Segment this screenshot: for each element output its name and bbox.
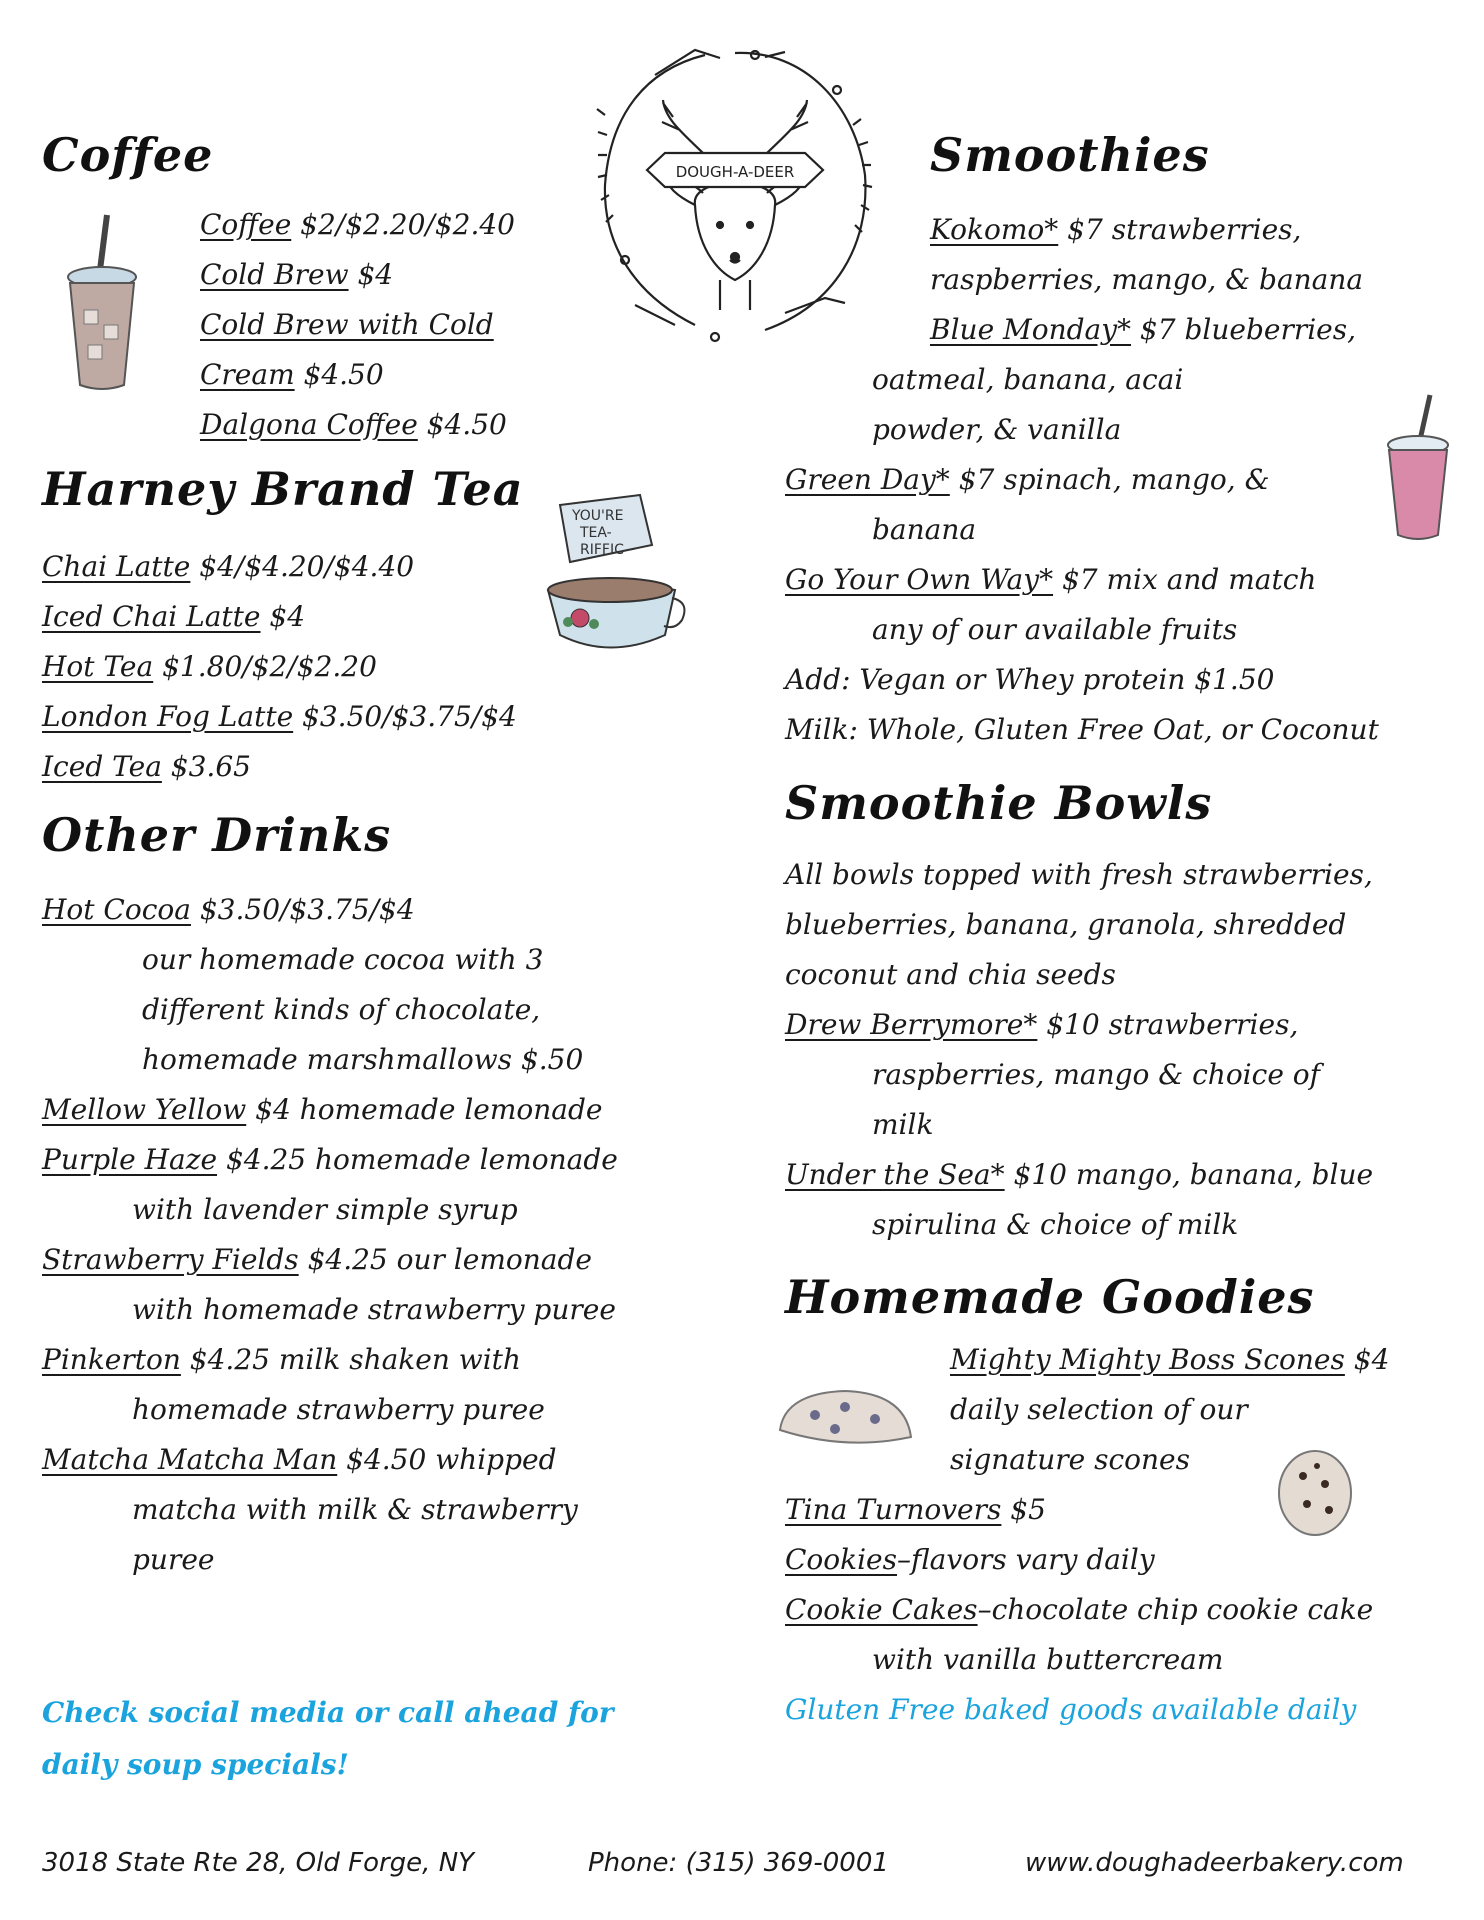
logo-text: DOUGH-A-DEER [675,163,795,181]
london-fog-name: London Fog Latte [42,700,294,733]
cookie-cakes-desc: –chocolate chip cookie cake [977,1593,1374,1626]
coffee-heading: Coffee [42,128,214,182]
bowls-line-1: All bowls topped with fresh strawberries, [785,858,1373,891]
iced-tea-price: $3.65 [161,750,251,783]
other-line-12 [42,1435,557,1485]
other-line-6 [42,1135,618,1185]
smoothie-cup-icon [1378,395,1458,545]
tea-line-2 [42,592,305,642]
scone-icon [775,1385,915,1455]
go-your-own-way-desc: $7 mix and match [1053,563,1317,596]
smoothie-line-2: raspberries, mango, & banana [930,263,1364,296]
badge-text-1: YOU'RE [572,508,624,524]
other-line-5 [42,1085,602,1135]
smoothie-line-5: powder, & vanilla [872,413,1122,446]
cookies-desc: –flavors vary daily [897,1543,1155,1576]
smoothie-line-1 [930,205,1301,255]
iced-chai-name: Iced Chai Latte [42,600,261,633]
kokomo-desc: $7 strawberries, [1058,213,1302,246]
soup-note-line-1: Check social media or call ahead for [42,1696,614,1729]
smoothie-line-6 [785,455,1270,505]
bowls-line-3: coconut and chia seeds [785,958,1116,991]
bowls-line-2: blueberries, banana, granola, shredded [785,908,1347,941]
cold-brew-cream-name-cont: Cream [200,358,295,391]
footer-phone: Phone: (315) 369-0001 [588,1848,889,1878]
other-line-4: homemade marshmallows $.50 [142,1043,584,1076]
mellow-yellow-desc: $4 homemade lemonade [246,1093,603,1126]
tina-turnovers-name: Tina Turnovers [785,1493,1002,1526]
smoothie-line-10: Add: Vegan or Whey protein $1.50 [785,663,1275,696]
chai-latte-name: Chai Latte [42,550,191,583]
under-the-sea-name: Under the Sea* [785,1158,1005,1191]
smoothie-line-9: any of our available fruits [872,613,1238,646]
cold-brew-price: $4 [348,258,394,291]
cookies-name: Cookies [785,1543,897,1576]
purple-haze-desc: $4.25 homemade lemonade [217,1143,618,1176]
scones-price: $4 [1344,1343,1390,1376]
goodies-line-7: with vanilla buttercream [872,1643,1224,1676]
other-line-14: puree [132,1543,215,1576]
badge-text-3: RIFFIC [580,542,624,558]
smoothie-line-11: Milk: Whole, Gluten Free Oat, or Coconut [785,713,1379,746]
matcha-name: Matcha Matcha Man [42,1443,338,1476]
goodies-line-5 [785,1535,1155,1585]
cold-brew-cream-name: Cold Brew with Cold [200,308,494,341]
soup-note-line-2: daily soup specials! [42,1748,349,1781]
other-line-8 [42,1235,592,1285]
other-line-3: different kinds of chocolate, [142,993,541,1026]
gluten-free-note: Gluten Free baked goods available daily [785,1693,1357,1726]
other-line-9: with homemade strawberry puree [132,1293,616,1326]
smoothies-heading: Smoothies [930,128,1210,182]
iced-tea-name: Iced Tea [42,750,162,783]
footer-address: 3018 State Rte 28, Old Forge, NY [42,1848,475,1878]
other-drinks-heading: Other Drinks [42,808,392,862]
green-day-name: Green Day* [785,463,950,496]
pinkerton-name: Pinkerton [42,1343,181,1376]
smoothie-line-8 [785,555,1316,605]
coffee-line-4 [200,350,384,400]
bowls-line-8: spirulina & choice of milk [872,1208,1239,1241]
iced-chai-price: $4 [260,600,306,633]
scones-name: Mighty Mighty Boss Scones [950,1343,1345,1376]
goodies-line-3: signature scones [950,1443,1190,1476]
coffee-item-price: $2/$2.20/$2.40 [291,208,515,241]
teacup-icon [540,490,690,670]
strawberry-fields-name: Strawberry Fields [42,1243,299,1276]
other-line-10 [42,1335,521,1385]
tea-line-4 [42,692,517,742]
other-line-13: matcha with milk & strawberry [132,1493,578,1526]
hot-tea-price: $1.80/$2/$2.20 [153,650,377,683]
iced-coffee-cup-icon [62,215,142,395]
hot-cocoa-price: $3.50/$3.75/$4 [190,893,415,926]
coffee-line-1 [200,200,515,250]
go-your-own-way-name: Go Your Own Way* [785,563,1054,596]
wreath-left [605,55,705,325]
coffee-line-3 [200,300,494,350]
green-day-desc: $7 spinach, mango, & [949,463,1270,496]
tea-heading: Harney Brand Tea [42,462,524,516]
bowls-line-7 [785,1150,1373,1200]
coffee-line-5 [200,400,507,450]
cold-brew-name: Cold Brew [200,258,349,291]
cold-brew-cream-price: $4.50 [294,358,384,391]
cookie-icon [1275,1448,1355,1538]
smoothie-line-4: oatmeal, banana, acai [872,363,1184,396]
goodies-line-2: daily selection of our [950,1393,1248,1426]
dalgona-name: Dalgona Coffee [200,408,418,441]
strawberry-fields-desc: $4.25 our lemonade [298,1243,592,1276]
under-the-sea-desc: $10 mango, banana, blue [1004,1158,1374,1191]
coffee-line-2 [200,250,393,300]
purple-haze-name: Purple Haze [42,1143,218,1176]
london-fog-price: $3.50/$3.75/$4 [293,700,517,733]
matcha-desc: $4.50 whipped [337,1443,557,1476]
other-line-2: our homemade cocoa with 3 [142,943,544,976]
goodies-line-1 [950,1335,1389,1385]
homemade-goodies-heading: Homemade Goodies [785,1270,1315,1324]
blue-monday-desc: $7 blueberries, [1131,313,1357,346]
tea-line-5 [42,742,251,792]
bowls-line-4 [785,1000,1298,1050]
chai-latte-price: $4/$4.20/$4.40 [190,550,415,583]
cookie-cakes-name: Cookie Cakes [785,1593,978,1626]
dalgona-price: $4.50 [417,408,507,441]
tina-turnovers-price: $5 [1001,1493,1046,1526]
deer-antlers-icon [662,100,808,155]
drew-berrymore-name: Drew Berrymore* [785,1008,1038,1041]
bowls-line-5: raspberries, mango & choice of [872,1058,1321,1091]
tea-line-3 [42,642,377,692]
goodies-line-4 [785,1485,1046,1535]
smoothie-bowls-heading: Smoothie Bowls [785,776,1213,830]
footer-website[interactable]: www.doughadeerbakery.com [1025,1848,1404,1878]
smoothie-line-7: banana [872,513,977,546]
other-line-1 [42,885,415,935]
badge-text-2: TEA- [580,525,612,541]
coffee-item-name: Coffee [200,208,292,241]
wreath-right [735,53,865,330]
goodies-line-6 [785,1585,1373,1635]
bowls-line-6: milk [872,1108,934,1141]
drew-berrymore-desc: $10 strawberries, [1037,1008,1299,1041]
other-line-7: with lavender simple syrup [132,1193,518,1226]
mellow-yellow-name: Mellow Yellow [42,1093,247,1126]
hot-cocoa-name: Hot Cocoa [42,893,191,926]
deer-head-icon [695,183,775,281]
dough-a-deer-logo [585,45,885,355]
blue-monday-name: Blue Monday* [930,313,1132,346]
tea-line-1 [42,542,414,592]
hot-tea-name: Hot Tea [42,650,154,683]
other-line-11: homemade strawberry puree [132,1393,545,1426]
kokomo-name: Kokomo* [930,213,1059,246]
smoothie-line-3 [930,305,1356,355]
pinkerton-desc: $4.25 milk shaken with [180,1343,521,1376]
